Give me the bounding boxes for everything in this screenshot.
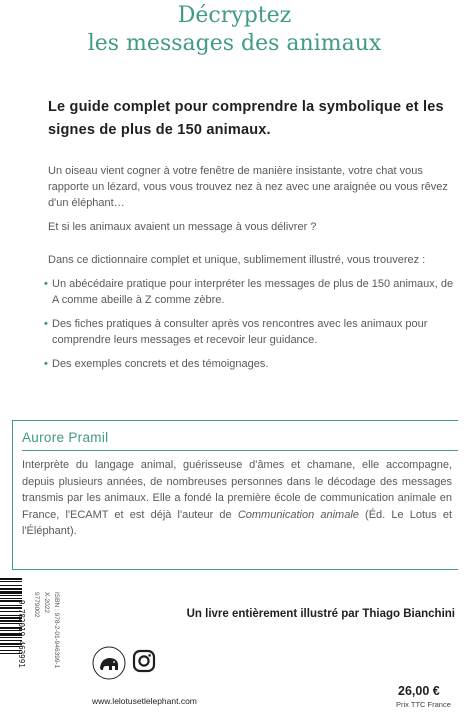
list-item xyxy=(44,316,460,348)
title-line-1: Décryptez xyxy=(177,3,292,28)
edition-code: X-2022 xyxy=(43,592,50,613)
isbn-code: ISBN : 978-2-01-946399-1 xyxy=(53,592,60,669)
author-book-title: Communication animale xyxy=(237,508,359,521)
bullet-icon: • xyxy=(44,278,48,290)
intro-paragraph: Un oiseau vient cogner à votre fenêtre de manière insistante, votre chat vous rapporte un lézard, vous vous trouvez nez à nez avec une araignée ou vous rêvez d'un éléphant… xyxy=(48,165,448,209)
author-bio xyxy=(22,457,452,540)
lotus-elephant-logo-icon xyxy=(92,646,126,680)
subtitle: Le guide complet pour comprendre la symbolique et les signes de plus de 150 animaux. xyxy=(48,99,444,138)
book-title xyxy=(0,2,469,58)
lead-paragraph: Dans ce dictionnaire complet et unique, sublimement illustré, vous trouverez : xyxy=(48,254,426,266)
author-divider xyxy=(22,450,458,451)
list-item-text: Des fiches pratiques à consulter après vos rencontres avec les animaux pour comprendre leurs messages et recevoir leur guidance. xyxy=(52,318,428,346)
bullet-icon: • xyxy=(44,358,48,370)
list-item xyxy=(44,356,460,372)
price-note: Prix TTC France xyxy=(396,700,451,709)
product-code: 9779002 xyxy=(33,592,40,618)
title-line-2: les messages des animaux xyxy=(87,31,382,56)
author-bio-text: Interprète du langage animal, guérisseuse d'âmes et chamane, elle accompagne, depuis plusieurs années, de nombreuses personnes dans le décodage des messages transmis par les animaux. Elle a fondé la première école de communication animale en France, l'ECAMT et est déjà l'auteur de xyxy=(22,459,452,521)
feature-list xyxy=(44,276,460,380)
publisher-website-link[interactable]: www.lelotusetlelephant.com xyxy=(92,696,197,706)
instagram-icon[interactable] xyxy=(132,649,156,673)
list-item-text: Un abécédaire pratique pour interpréter les messages de plus de 150 animaux, de A comme abeille à Z comme zèbre. xyxy=(52,278,454,306)
price: 26,00 € xyxy=(398,684,440,698)
list-item-text: Des exemples concrets et des témoignages. xyxy=(52,358,269,370)
list-item xyxy=(44,276,460,308)
question-paragraph: Et si les animaux avaient un message à vous délivrer ? xyxy=(48,221,317,233)
barcode-digits: 9 782019 463991 xyxy=(17,600,26,668)
author-bio-end: (Éd. Le Lotus et l'Éléphant). xyxy=(22,508,452,537)
author-name: Aurore Pramil xyxy=(22,430,109,445)
illustrator-credit: Un livre entièrement illustré par Thiago Bianchini xyxy=(186,608,455,620)
bullet-icon: • xyxy=(44,318,48,330)
